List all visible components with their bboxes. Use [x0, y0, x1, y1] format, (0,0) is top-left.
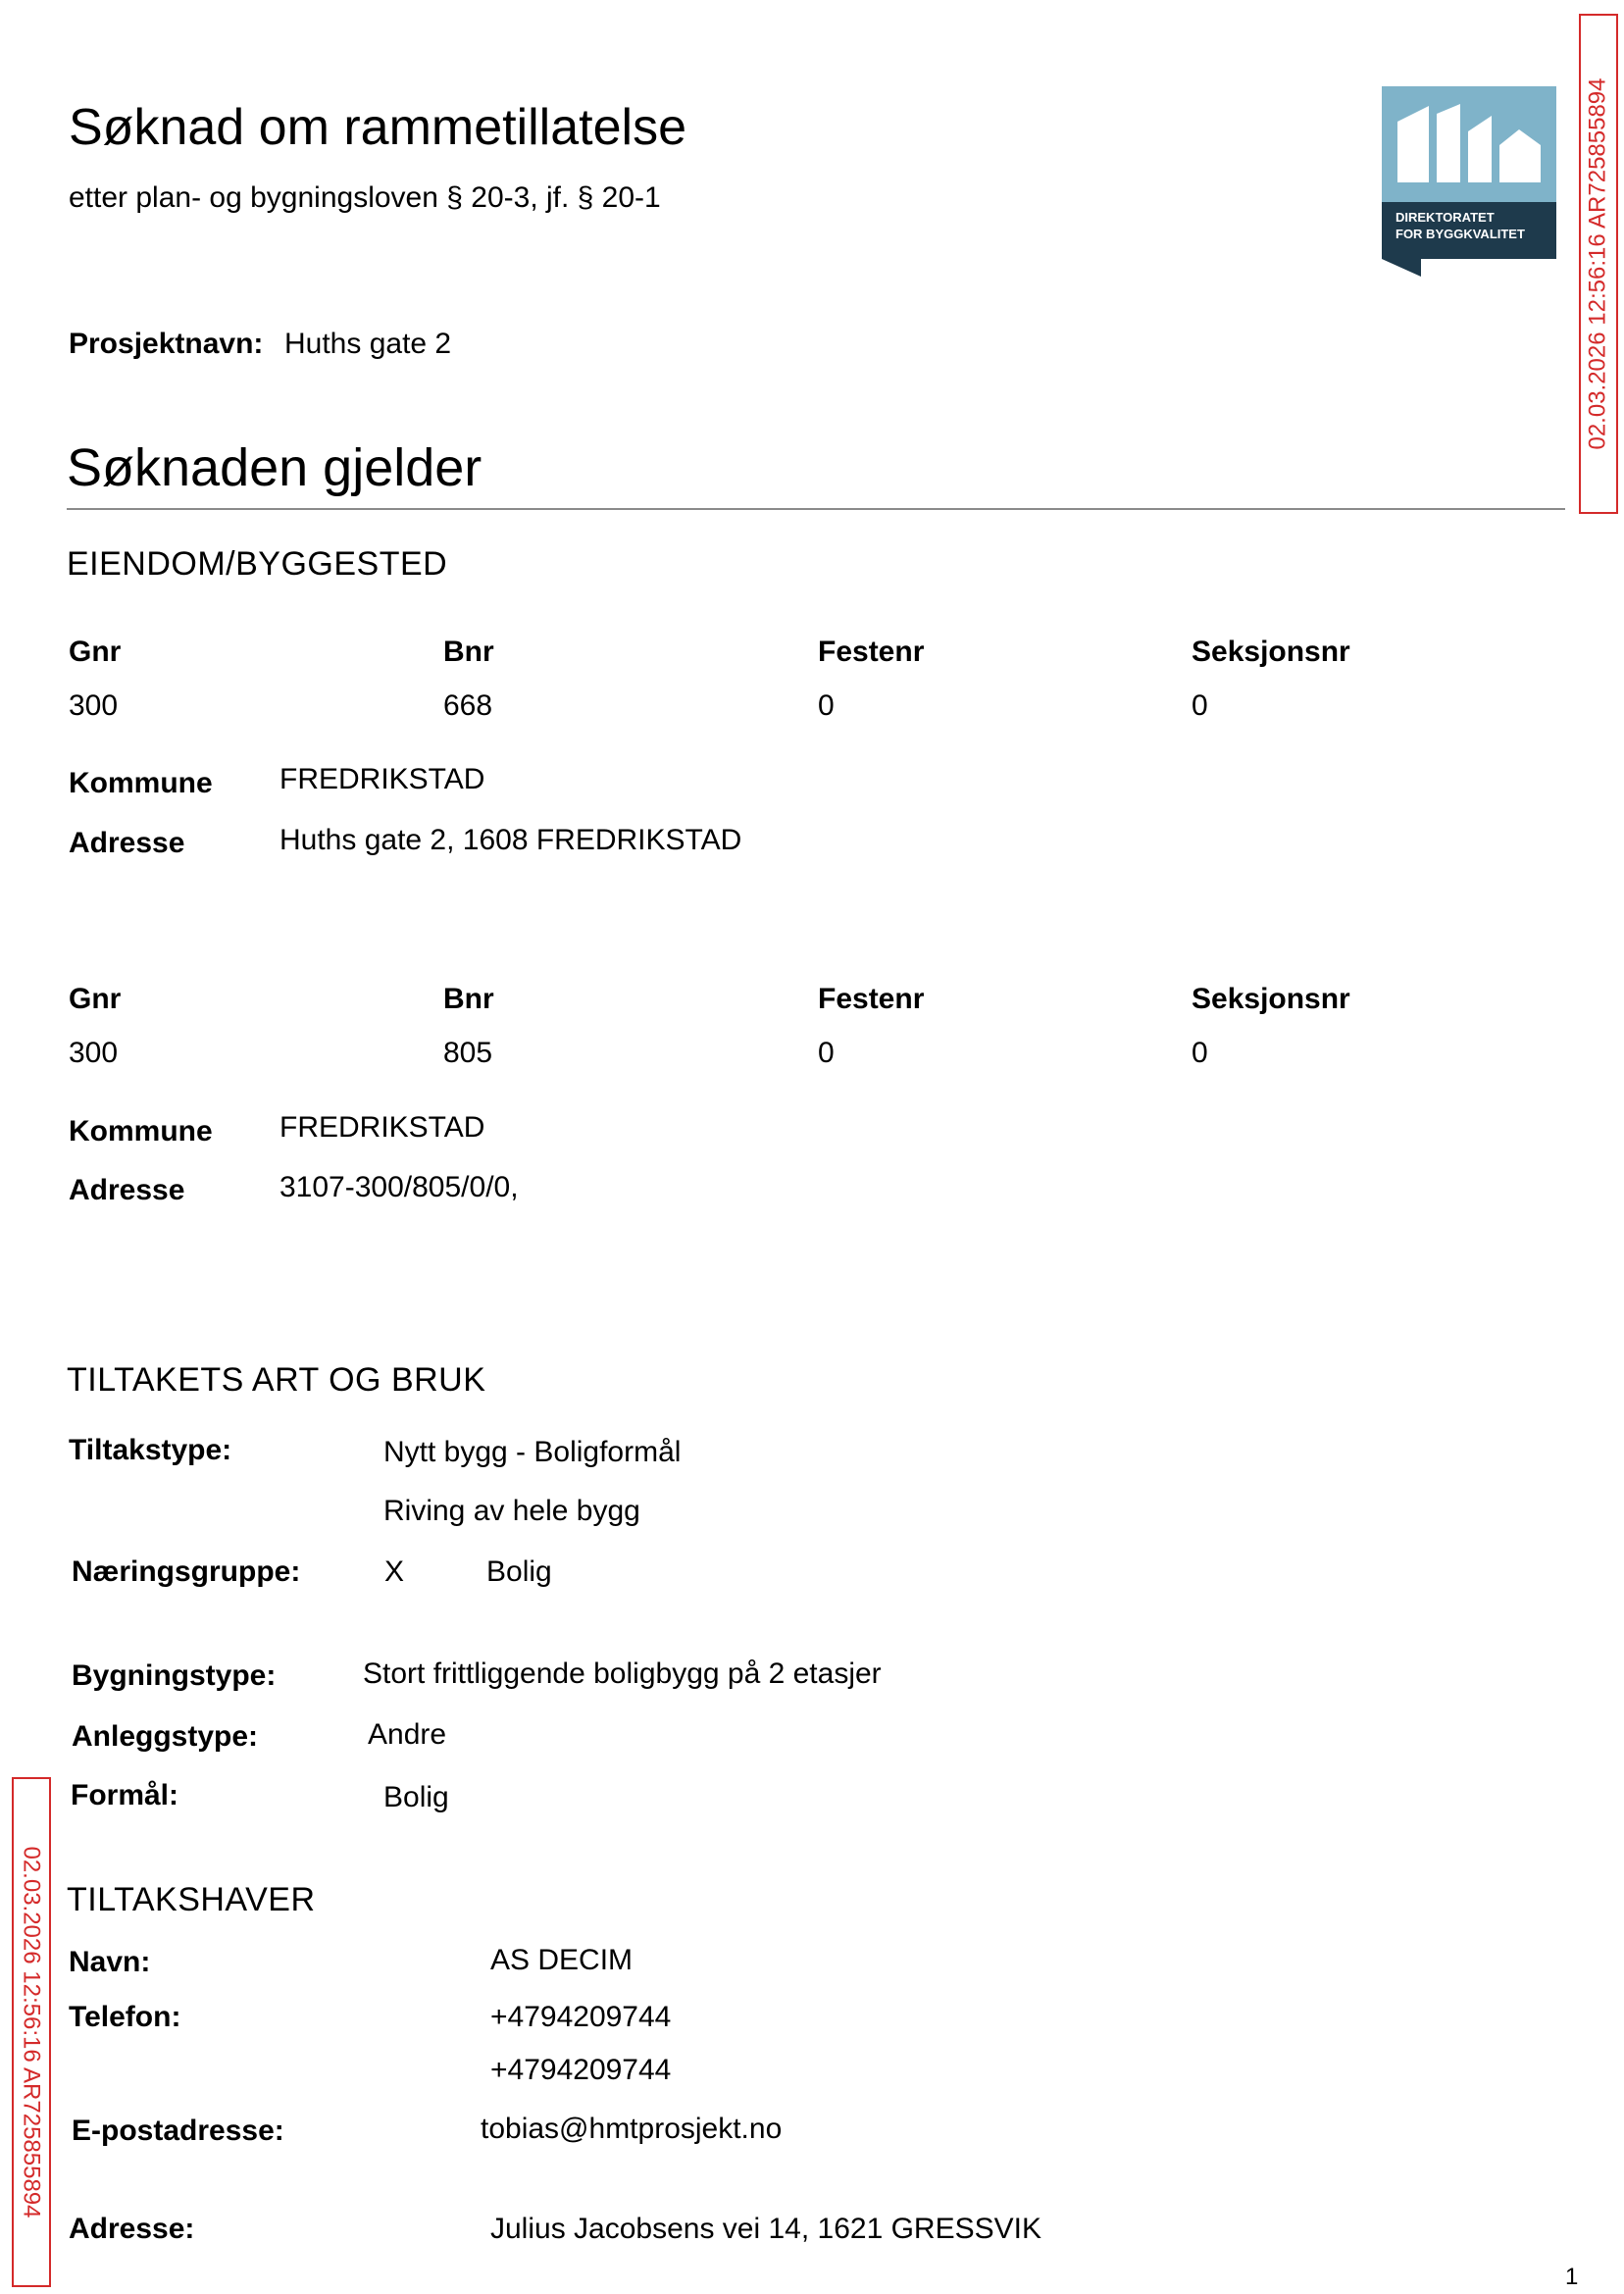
seksjonsnr-value: 0 [1192, 689, 1208, 722]
eiendom-heading: EIENDOM/BYGGESTED [67, 545, 448, 583]
tiltak-heading: TILTAKETS ART OG BRUK [67, 1361, 486, 1399]
timestamp-stamp-left [12, 1777, 51, 2287]
bnr-value: 668 [443, 689, 493, 722]
festenr-label: Festenr [818, 636, 925, 668]
tiltakstype-value: Riving av hele bygg [383, 1495, 640, 1527]
gnr-value: 300 [69, 689, 119, 722]
page-number: 1 [1565, 2264, 1579, 2290]
gnr-label: Gnr [69, 983, 122, 1015]
kommune-label: Kommune [69, 767, 213, 799]
tiltakstype-label: Tiltakstype: [69, 1434, 232, 1466]
document-title: Søknad om rammetillatelse [69, 99, 686, 156]
adresse-value: 3107-300/805/0/0, [279, 1171, 519, 1203]
document-subtitle: etter plan- og bygningsloven § 20-3, jf. § 20-1 [69, 181, 661, 214]
stamp-text: 02.03.2026 12:56:16 AR725855894 [19, 1846, 45, 2218]
tiltakshaver-adresse-value: Julius Jacobsens vei 14, 1621 GRESSVIK [490, 2213, 1041, 2245]
tiltakshaver-heading: TILTAKSHAVER [67, 1881, 316, 1918]
adresse-label: Adresse [69, 827, 185, 859]
bnr-label: Bnr [443, 983, 494, 1015]
tiltakstype-value: Nytt bygg - Boligformål [383, 1436, 682, 1468]
kommune-value: FREDRIKSTAD [279, 1111, 485, 1144]
anleggstype-value: Andre [368, 1718, 447, 1751]
formal-label: Formål: [71, 1779, 179, 1811]
telefon-value: +4794209744 [490, 2001, 672, 2033]
festenr-value: 0 [818, 1037, 835, 1069]
bygningstype-value: Stort frittliggende boligbygg på 2 etasjer [363, 1657, 882, 1690]
naeringsgruppe-code: X [384, 1555, 405, 1588]
gnr-label: Gnr [69, 636, 122, 668]
adresse-value: Huths gate 2, 1608 FREDRIKSTAD [279, 824, 742, 856]
seksjonsnr-value: 0 [1192, 1037, 1208, 1069]
seksjonsnr-label: Seksjonsnr [1192, 636, 1350, 668]
dibk-logo [1382, 86, 1556, 277]
timestamp-stamp-right [1579, 14, 1618, 514]
navn-label: Navn: [69, 1946, 151, 1978]
bygningstype-label: Bygningstype: [72, 1659, 277, 1692]
seksjonsnr-label: Seksjonsnr [1192, 983, 1350, 1015]
section-heading: Søknaden gjelder [67, 438, 482, 497]
gnr-value: 300 [69, 1037, 119, 1069]
festenr-value: 0 [818, 689, 835, 722]
stamp-text: 02.03.2026 12:56:16 AR725855894 [1585, 77, 1611, 450]
project-name-value: Huths gate 2 [284, 328, 452, 360]
epost-value: tobias@hmtprosjekt.no [481, 2113, 783, 2145]
telefon-value: +4794209744 [490, 2054, 672, 2086]
naeringsgruppe-label: Næringsgruppe: [72, 1555, 301, 1588]
bnr-label: Bnr [443, 636, 494, 668]
naeringsgruppe-value: Bolig [486, 1555, 552, 1588]
kommune-value: FREDRIKSTAD [279, 763, 485, 795]
navn-value: AS DECIM [490, 1944, 634, 1976]
festenr-label: Festenr [818, 983, 925, 1015]
section-divider [67, 508, 1565, 510]
adresse-label: Adresse [69, 1174, 185, 1206]
logo-line-2: FOR BYGGKVALITET [1396, 227, 1525, 241]
logo-line-1: DIREKTORATET [1396, 210, 1495, 225]
project-name-label: Prosjektnavn: [69, 328, 264, 360]
tiltakshaver-adresse-label: Adresse: [69, 2213, 195, 2245]
kommune-label: Kommune [69, 1115, 213, 1147]
epost-label: E-postadresse: [72, 2115, 284, 2147]
formal-value: Bolig [383, 1781, 449, 1813]
anleggstype-label: Anleggstype: [72, 1720, 259, 1753]
telefon-label: Telefon: [69, 2001, 181, 2033]
bnr-value: 805 [443, 1037, 493, 1069]
